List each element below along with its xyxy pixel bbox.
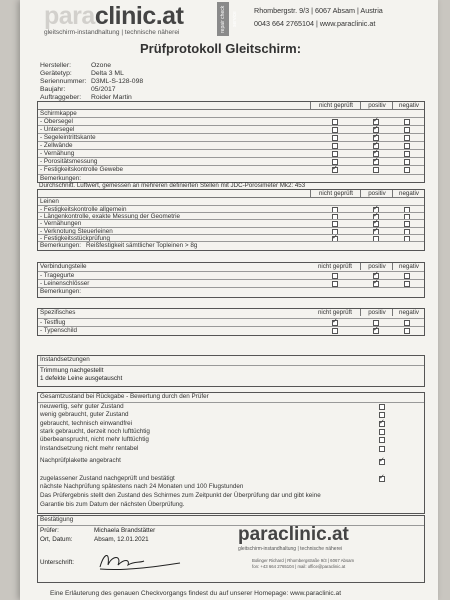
check-row: - Festigkeitsstückprüfung ✓ xyxy=(38,234,424,242)
check-row: - Vernähungen ✓ xyxy=(38,219,424,227)
col-negativ: negativ xyxy=(392,190,425,197)
checkbox-negativ[interactable] xyxy=(404,167,410,173)
section-header: Instandsetzungen xyxy=(38,356,424,366)
remarks: Bemerkungen: xyxy=(38,287,424,297)
check-row: - Testflug ✓ xyxy=(38,318,424,327)
col-negativ: negativ xyxy=(392,263,425,270)
checkbox[interactable] xyxy=(379,429,385,435)
meta-row: Gerätetyp: Delta 3 ML xyxy=(40,70,124,77)
checkbox-nicht[interactable] xyxy=(332,328,338,334)
ort-datum: Absam, 12.01.2021 xyxy=(94,536,149,543)
col-negativ: negativ xyxy=(392,102,425,109)
stamp-address: Bolinger Richard | Rhombergstraße 9/3 | 6067 Absam xyxy=(252,558,355,563)
logo: paraclinic.at xyxy=(44,2,184,30)
checkbox-positiv[interactable] xyxy=(373,167,379,173)
signature xyxy=(94,545,184,575)
col-positiv: positiv xyxy=(360,309,393,316)
page-title: Prüfprotokoll Gleitschirm: xyxy=(140,41,302,56)
checkbox[interactable] xyxy=(379,446,385,452)
checkbox[interactable] xyxy=(379,459,385,465)
pruefer-name: Michaela Brandstätter xyxy=(94,527,156,534)
condition-row: wenig gebraucht, guter Zustand xyxy=(38,411,424,419)
check-row: - Festigkeitskontrolle allgemein ✓ xyxy=(38,205,424,213)
section-header: Verbindungsteile xyxy=(40,263,87,270)
repair-line: 1 defekte Leine ausgetauscht xyxy=(40,375,123,382)
col-positiv: positiv xyxy=(360,190,393,197)
ort-label: Ort, Datum: xyxy=(40,536,73,543)
next-check-row: nächste Nachprüfung spätestens nach 24 Monaten und 100 Flugstunden xyxy=(40,483,244,490)
meta-row: Baujahr: 05/2017 xyxy=(40,86,116,93)
check-row: - Leinenschlösser ✓ xyxy=(38,279,424,288)
plakette-row: Nachprüfplakette angebracht ✓ xyxy=(38,457,424,467)
col-nicht-geprueft: nicht geprüft xyxy=(310,190,361,197)
checkbox-nicht[interactable] xyxy=(332,167,338,173)
section-header: Gesamtzustand bei Rückgabe - Bewertung durch den Prüfer xyxy=(38,393,424,403)
meta-row: Seriennummer: D3ML-S-128-098 xyxy=(40,78,144,85)
checkbox-positiv[interactable] xyxy=(373,328,379,334)
condition-row: neuwertig, sehr guter Zustand xyxy=(38,403,424,411)
condition-row: stark gebraucht, derzeit noch lufttüchtig xyxy=(38,428,424,436)
section-header: Bestätigung xyxy=(38,516,424,526)
section-header: Schirmkappe xyxy=(38,109,424,118)
col-negativ: negativ xyxy=(392,309,425,316)
col-nicht-geprueft: nicht geprüft xyxy=(317,309,353,316)
footer-note: Eine Erläuterung des genauen Checkvorgangs findest du auf unserer Homepage: www.paraclinic.at xyxy=(50,590,342,597)
col-positiv: positiv xyxy=(360,263,393,270)
document-page xyxy=(20,0,438,600)
checkbox[interactable] xyxy=(379,421,385,427)
note-row: Garantie bis zum Datum der nächsten Überprüfung. xyxy=(40,501,185,508)
checkbox[interactable] xyxy=(379,476,385,482)
section-leinen xyxy=(37,189,425,251)
col-positiv: positiv xyxy=(360,102,393,109)
logo-subtitle: gleitschirm-instandhaltung | technische näherei xyxy=(44,29,180,36)
condition-row: überbeansprucht, nicht mehr lufttüchtig xyxy=(38,436,424,444)
section-schirmkappe xyxy=(37,101,425,183)
col-nicht-geprueft: nicht geprüft xyxy=(317,263,353,270)
check-row: - Zellwände ✓ xyxy=(38,141,424,150)
remarks: Bemerkungen: Reißfestigkeit sämtlicher Topleinen > 8g xyxy=(38,241,424,250)
check-row: - Tragegurte ✓ xyxy=(38,271,424,280)
repair-badge: repair check service xyxy=(217,2,229,36)
check-row: - Verknotung Steuerleinen ✓ xyxy=(38,227,424,235)
stamp-subtitle: gleitschirm-instandhaltung | technische näherei xyxy=(238,546,343,552)
check-row: - Segeleintrittskante ✓ xyxy=(38,133,424,142)
section-bestaetigung xyxy=(37,515,425,583)
condition-row: gebraucht, technisch einwandfrei ✓ xyxy=(38,420,424,428)
check-row: - Porositätsmessung ✓ xyxy=(38,157,424,166)
condition-row: Instandsetzung nicht mehr rentabel xyxy=(38,445,424,453)
section-gesamtzustand xyxy=(37,392,425,514)
check-row: - Typenschild ✓ xyxy=(38,326,424,335)
check-row: - Untersegel ✓ xyxy=(38,125,424,134)
zugelassen-row: zugelassener Zustand nachgeprüft und bestätigt ✓ xyxy=(38,475,424,483)
check-row: - Vernähung ✓ xyxy=(38,149,424,158)
section-verbindungsteile xyxy=(37,262,425,298)
unterschrift-label: Unterschrift: xyxy=(40,559,74,566)
remarks-text: Durchschnitt. Luftwert, gemessen an mehreren definierten Stellen mit JDC-Porosimeter Mk2: 453 xyxy=(39,182,306,189)
stamp-logo: paraclinic.at xyxy=(238,524,349,545)
stamp-contact: fon: +43 664 2765104 | mail: office@paraclinic.at xyxy=(252,564,346,569)
section-instandsetzungen xyxy=(37,355,425,387)
section-header: Spezifisches xyxy=(40,309,76,316)
repair-line: Trimmung nachgestellt xyxy=(40,367,104,374)
checkbox[interactable] xyxy=(379,404,385,410)
check-row: - Festigkeitskontrolle Gewebe ✓ xyxy=(38,165,424,174)
col-nicht-geprueft: nicht geprüft xyxy=(310,102,361,109)
section-header: Leinen xyxy=(38,197,424,206)
checkbox-negativ[interactable] xyxy=(404,328,410,334)
meta-row: Hersteller: Ozone xyxy=(40,62,112,69)
header-contact: 0043 664 2765104 | www.paraclinic.at xyxy=(254,19,376,28)
checkbox[interactable] xyxy=(379,437,385,443)
remarks: Bemerkungen: xyxy=(38,174,424,183)
check-row: - Obersegel ✓ xyxy=(38,117,424,126)
note-row: Das Prüfergebnis stellt den Zustand des Schirmes zum Zeitpunkt der Überprüfung dar und gibt keine xyxy=(40,492,321,499)
meta-row: Auftraggeber: Roider Martin xyxy=(40,94,132,101)
header-address: Rhombergstr. 9/3 | 6067 Absam | Austria xyxy=(254,6,383,15)
pruefer-label: Prüfer: xyxy=(40,527,59,534)
check-row: - Längenkontrolle, exakte Messung der Geometrie ✓ xyxy=(38,212,424,220)
section-spezifisches xyxy=(37,308,425,336)
